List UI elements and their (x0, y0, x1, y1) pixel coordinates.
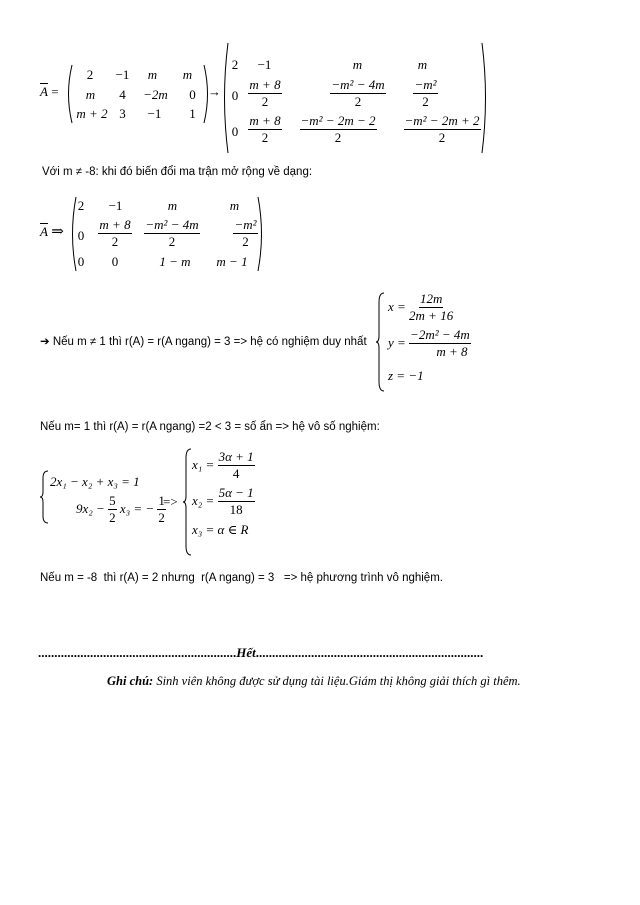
fraction-numerator: m + 8 (249, 77, 281, 92)
matrix3-cell (142, 218, 202, 248)
fraction-denominator: 2 (261, 129, 269, 145)
matrix2-cell (328, 78, 388, 108)
implies-icon: => (163, 494, 178, 509)
matrix2-cell (402, 114, 482, 144)
system-m1-brace (40, 470, 50, 524)
fraction-denominator: 2 (354, 93, 362, 109)
matrix1-cell: 3 (119, 106, 126, 121)
a-bar-symbol: $\overline{A}$ (40, 84, 48, 99)
matrix3-label (40, 222, 64, 241)
matrix3-cell: 0 (77, 254, 85, 269)
case-m-not-1-text: Nếu m ≠ 1 thì r(A) = r(A ngang) = 3 => hệ có nghiệm duy nhất (52, 336, 367, 348)
fraction-numerator: −m² − 4m (331, 77, 385, 92)
matrix2-cell (408, 78, 443, 108)
fraction-denominator: 4 (232, 465, 240, 481)
fraction-denominator: 2 (109, 509, 116, 525)
matrix2-cell (298, 114, 378, 144)
matrix1-cell: 4 (119, 87, 126, 102)
matrix3-cell: m (229, 198, 240, 213)
matrix3-cell: m (167, 198, 178, 213)
right-arrow-icon: → (208, 84, 221, 99)
fraction-numerator: m + 8 (249, 113, 281, 128)
fraction-numerator: −m² (234, 217, 257, 232)
matrix1-cell: −2m (143, 87, 168, 102)
y-solution: y = $\frac{\text{−2m² − 4m}}{m + 8}$ (388, 327, 470, 359)
matrix3-cell: m − 1 (216, 254, 248, 269)
x1-solution: x₁ = $\frac{3\alpha + 1}{4}$ (192, 449, 254, 481)
a-bar-symbol: $\overline{A}$ (40, 224, 48, 239)
matrix1-cell: −1 (147, 106, 162, 121)
matrix1-cell: m + 2 (76, 106, 108, 121)
system-m1-eq2: 9x₂ − $\frac{5}{2}$ x₃ = − $\frac{1}{2}$ (76, 493, 165, 525)
implies-icon: ⇒ (51, 224, 64, 240)
fraction-denominator: 2 (168, 233, 176, 249)
fraction-denominator: 2 (334, 129, 342, 145)
note-text: Sinh viên không được sử dụng tài liệu.Giám thị không giải thích gì thêm. (153, 674, 521, 688)
fraction-numerator: −m² − 2m + 2 (404, 113, 480, 128)
x-solution: x = $\frac{12m}{2m + 16}$ (388, 291, 454, 323)
matrix2-cell: −1 (257, 57, 272, 72)
fraction-denominator: 2m + 16 (409, 307, 454, 323)
fraction-denominator: 18 (229, 501, 243, 517)
case-m-not-1-line (40, 334, 367, 348)
matrix3-cell: 0 (111, 254, 119, 269)
fraction-numerator: −m² − 2m − 2 (300, 113, 376, 128)
matrix3-cell (95, 218, 135, 248)
matrix1-cell: m (182, 67, 193, 82)
system-m1-eq1: 2x₁ − x₂ + x₃ = 1 (50, 474, 140, 489)
matrix2-cell (245, 78, 285, 108)
matrix1-cell: m (147, 67, 158, 82)
note-label: Ghi chú: (107, 674, 154, 688)
matrix2-cell: m (417, 57, 428, 72)
unique-solution-brace (376, 292, 386, 392)
footer-note (107, 674, 521, 689)
matrix1-cell: 1 (189, 106, 196, 121)
fraction-denominator: 2 (261, 93, 269, 109)
fraction-denominator: 2 (111, 233, 119, 249)
end-marker-text: Hết (236, 645, 256, 660)
matrix3-cell: 0 (77, 228, 85, 243)
matrix2-right-paren (480, 42, 490, 154)
matrix-a-bar-label (40, 84, 59, 100)
z-solution: z = −1 (388, 368, 424, 383)
matrix2-cell (245, 114, 285, 144)
case-m-eq-neg8-text: Nếu m = -8 thì r(A) = 2 nhưng r(A ngang) = 3 => hệ phương trình vô nghiệm. (40, 572, 443, 584)
fraction-numerator: −2m² − 4m (410, 327, 470, 342)
fraction-denominator: 2 (422, 93, 429, 109)
case-m-not-neg8-text: Với m ≠ -8: khi đó biến đổi ma trận mở rộng về dạng: (42, 166, 313, 178)
fraction-denominator: 2 (158, 509, 165, 525)
equals-sign: = (51, 84, 59, 99)
matrix3-right-paren (256, 196, 266, 272)
matrix1-cell: 0 (189, 87, 196, 102)
fraction-denominator: m + 8 (436, 343, 468, 359)
fraction-numerator: 3α + 1 (218, 449, 254, 464)
matrix1-cell: m (85, 87, 96, 102)
dots-right: ...................................................................... (255, 645, 484, 660)
fraction-denominator: 2 (438, 129, 446, 145)
matrix2-cell: 0 (231, 124, 239, 139)
x2-solution: x₂ = $\frac{5\alpha - 1}{18}$ (192, 485, 254, 517)
fraction-numerator: m + 8 (99, 217, 131, 232)
matrix2-cell: 0 (231, 88, 239, 103)
fraction-denominator: 2 (242, 233, 249, 249)
fraction-numerator: −m² (414, 77, 437, 92)
dots-left: ............................................................. (38, 645, 237, 660)
matrix1-cell: −1 (115, 67, 130, 82)
x3-solution: x₃ = α ∈ R (192, 522, 249, 537)
fraction-numerator: 12m (419, 291, 443, 306)
fraction-numerator: 5α − 1 (218, 485, 254, 500)
case-m-eq-1-text: Nếu m= 1 thì r(A) = r(A ngang) =2 < 3 = số ẩn => hệ vô số nghiệm: (40, 421, 380, 433)
fraction-numerator: −m² − 4m (145, 217, 199, 232)
arrow-right-icon: ➔ (40, 334, 50, 348)
matrix3-cell: 2 (77, 198, 85, 213)
matrix3-cell: −1 (108, 198, 123, 213)
end-marker-line (38, 645, 568, 661)
fraction-numerator: 1 (158, 493, 165, 508)
matrix1-cell: 2 (86, 67, 94, 82)
matrix2-cell: m (352, 57, 363, 72)
matrix2-cell: 2 (231, 57, 239, 72)
fraction-numerator: 5 (109, 493, 116, 508)
matrix3-cell: 1 − m (159, 254, 191, 269)
